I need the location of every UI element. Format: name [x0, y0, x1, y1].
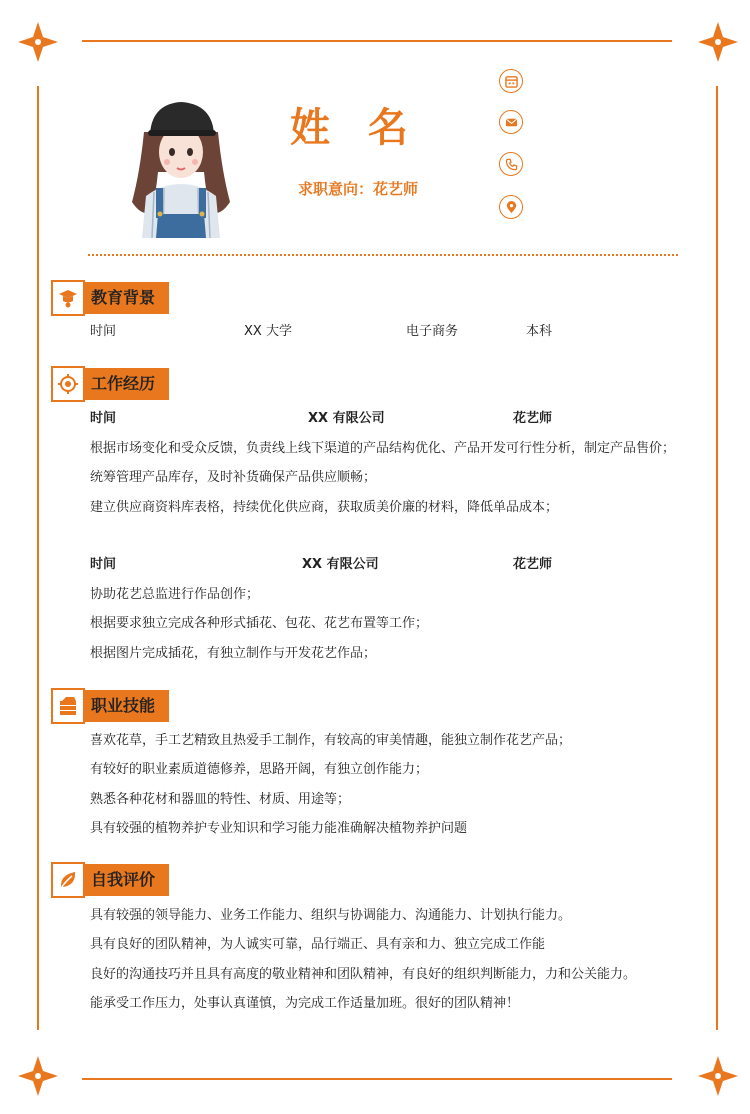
corner-ornament-icon — [16, 20, 60, 64]
corner-ornament-icon — [696, 1054, 740, 1098]
target-icon — [51, 366, 85, 402]
job-company: XX 有限公司 — [302, 557, 379, 572]
self-evaluation-line: 能承受工作压力，处事认真谨慎，为完成工作适量加班。很好的团队精神！ — [90, 996, 520, 1011]
skill-line: 有较好的职业素质道德修养，思路开阔，有独立创作能力； — [90, 762, 429, 777]
skill-line: 喜欢花草，手工艺精致且热爱手工制作，有较高的审美情趣，能独立制作花艺产品； — [90, 733, 572, 748]
skill-line: 熟悉各种花材和器皿的特性、材质、用途等； — [90, 792, 351, 807]
section-skills — [51, 688, 169, 724]
calendar-icon — [499, 69, 523, 93]
leaf-icon — [51, 862, 85, 898]
frame-bottom-line — [82, 1078, 672, 1080]
graduate-icon — [51, 280, 85, 316]
corner-ornament-icon — [696, 20, 740, 64]
self-evaluation-line: 具有良好的团队精神，为人诚实可靠，品行端正、具有亲和力、独立完成工作能 — [90, 937, 546, 952]
section-work — [51, 366, 169, 402]
education-school: XX 大学 — [244, 324, 292, 339]
header-divider — [88, 254, 678, 256]
frame-right-line — [716, 86, 718, 1030]
mail-icon — [499, 110, 523, 134]
job-time: 时间 — [90, 411, 117, 426]
avatar — [122, 92, 240, 238]
job-role: 花艺师 — [513, 411, 553, 426]
section-title: 职业技能 — [85, 690, 169, 722]
job-duty: 协助花艺总监进行作品创作； — [90, 587, 260, 602]
candidate-name: 姓 名 — [290, 105, 420, 151]
self-evaluation-line: 良好的沟通技巧并且具有高度的敬业精神和团队精神，有良好的组织判断能力，力和公关能力。 — [90, 967, 637, 982]
job-duty: 根据图片完成插花，有独立制作与开发花艺作品； — [90, 646, 377, 661]
job-duty: 根据市场变化和受众反馈，负责线上线下渠道的产品结构优化、产品开发可行性分析，制定产品售价； — [90, 441, 676, 456]
self-evaluation-line: 具有较强的领导能力、业务工作能力、组织与协调能力、沟通能力、计划执行能力。 — [90, 908, 572, 923]
corner-ornament-icon — [16, 1054, 60, 1098]
job-duty: 统筹管理产品库存，及时补货确保产品供应顺畅； — [90, 470, 377, 485]
frame-top-line — [82, 40, 672, 42]
phone-icon — [499, 152, 523, 176]
job-role: 花艺师 — [513, 557, 553, 572]
section-title: 教育背景 — [85, 282, 169, 314]
job-intent: 求职意向：花艺师 — [298, 180, 419, 198]
frame-left-line — [37, 86, 39, 1030]
section-self-evaluation — [51, 862, 169, 898]
books-icon — [51, 688, 85, 724]
section-education — [51, 280, 169, 316]
section-title: 工作经历 — [85, 368, 169, 400]
section-title: 自我评价 — [85, 864, 169, 896]
education-major: 电子商务 — [406, 324, 459, 339]
skill-line: 具有较强的植物养护专业知识和学习能力能准确解决植物养护问题 — [90, 821, 468, 836]
job-time: 时间 — [90, 557, 117, 572]
job-duty: 根据要求独立完成各种形式插花、包花、花艺布置等工作； — [90, 616, 429, 631]
job-company: XX 有限公司 — [308, 411, 385, 426]
education-degree: 本科 — [526, 324, 553, 339]
education-time: 时间 — [90, 324, 117, 339]
location-icon — [499, 195, 523, 219]
job-duty: 建立供应商资料库表格，持续优化供应商，获取质美价廉的材料，降低单品成本； — [90, 500, 559, 515]
